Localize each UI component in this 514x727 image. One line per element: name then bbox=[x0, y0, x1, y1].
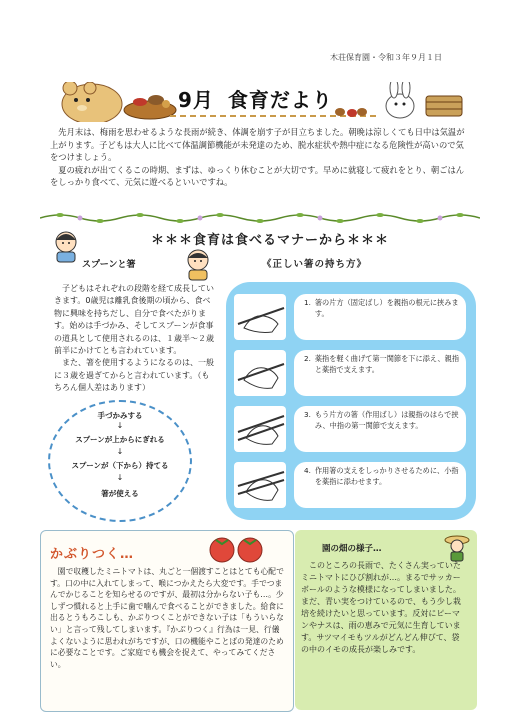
rabbit-illustration bbox=[386, 82, 414, 118]
step-number: 4. bbox=[304, 466, 311, 475]
child-eating-illustration bbox=[48, 228, 84, 264]
intro-paragraph-1: 先月末は、梅雨を思わせるような長雨が続き、体調を崩す子が目立ちました。朝晩は涼しくても日中は気温が上がります。子どもは大人に比べて体温調節機能が未発達のため、脱水症状や熱中症になる危険性が高いので気をつけましょう。 bbox=[50, 127, 465, 163]
spoon-paragraph-2: また、箸を使用するようになるのは、一般に３歳を過ぎてからと言われています。（もちろん個人差はあります） bbox=[54, 358, 214, 393]
chopsticks-panel bbox=[226, 282, 476, 520]
hand-chopstick-step2-icon bbox=[234, 350, 286, 396]
stage-arrow: ↓ bbox=[116, 421, 124, 430]
manners-heading: ＊＊＊食育は食べるマナーから＊＊＊ bbox=[150, 233, 389, 248]
chopsticks-title: 《正しい箸の持ち方》 bbox=[262, 259, 368, 270]
step-number: 2. bbox=[304, 354, 311, 363]
stage-arrow: ↓ bbox=[116, 447, 124, 456]
basket-illustration bbox=[426, 96, 462, 116]
chopsticks-step-row bbox=[234, 292, 468, 342]
hand-chopstick-step3-icon bbox=[234, 406, 286, 452]
chopsticks-step-row bbox=[234, 460, 468, 510]
gardener-illustration bbox=[442, 532, 472, 562]
spoon-text bbox=[54, 283, 216, 395]
mushroom-basket-illustration bbox=[124, 95, 176, 119]
acorn-row-illustration bbox=[335, 108, 367, 117]
tomato-illustration bbox=[204, 532, 268, 564]
newsletter-title bbox=[178, 84, 333, 113]
title-month: 9月 bbox=[178, 88, 214, 112]
bear-illustration bbox=[62, 82, 122, 122]
title-main: 食育だより bbox=[227, 88, 333, 112]
stage-arrow: ↓ bbox=[116, 473, 124, 482]
stage-step-4: 箸が使える bbox=[101, 489, 139, 498]
garden-text bbox=[301, 560, 467, 656]
garden-paragraph: このところの長雨で、たくさん実っていたミニトマトにひび割れが…。まるでサッカーボールのような模様になってしまいました。まだ、青い実をつけているので、もう少し栽培を続けたいと思っています。反対にピーマンやナスは、雨の恵みで元気に生育しています。サツマイモもツルがどんどん伸びて、袋の中のイモの成長が楽しみです。 bbox=[301, 561, 461, 654]
step-text: 作用箸の支えをしっかりさせるために、小指を薬指に添わせます。 bbox=[314, 466, 459, 486]
step-text: もう片方の箸（作用ばし）は親指のはらで挟み、中指の第一関節で支えます。 bbox=[314, 410, 459, 430]
stage-step-3: スプーンが（下から）持てる bbox=[71, 461, 169, 470]
step-number: 3. bbox=[304, 410, 311, 419]
bite-title: かぶりつく… bbox=[50, 547, 135, 562]
eating-stages-diagram bbox=[48, 400, 192, 522]
intro-paragraph-2: 夏の疲れが出てくるこの時期、まずは、ゆっくり休むことが大切です。早めに就寝して疲れをとり、朝ごはんをしっかり食べて、元気に遊べるといいですね。 bbox=[50, 164, 465, 188]
hand-chopstick-step1-icon bbox=[234, 294, 286, 340]
stage-step-2: スプーンが上からにぎれる bbox=[75, 435, 165, 444]
child-with-spoon-illustration bbox=[180, 246, 216, 282]
vine-divider bbox=[40, 210, 480, 226]
bite-paragraph: 園で収穫したミニトマトは、丸ごと一個渡すことはとても心配です。口の中に入れてしまって、喉につかえたら大変です。手でつまんでかじることを知らせるのですが、最初は分からない子も…。少しずつ慣れると上手に歯で噛んで食べることができました。給食に出るとうもろこしも、かぶりつくことができない子は「もういらない」と言って残してしまいます。『かぶりつく』行為は一見、行儀よくないように思われがちですが、口の機能やことばの発達のために必要なことです。ご家庭でも機会を捉えて、やってみてください。 bbox=[50, 567, 284, 669]
step-text: 箸の片方（固定ばし）を親指の根元に挟みます。 bbox=[314, 298, 459, 318]
chopsticks-step-row bbox=[234, 404, 468, 454]
chopsticks-step-row bbox=[234, 348, 468, 398]
hand-chopstick-step4-icon bbox=[234, 462, 286, 508]
intro-text bbox=[50, 126, 472, 189]
step-text: 薬指を軽く曲げて第一関節を下に添え、親指と薬指で支えます。 bbox=[314, 354, 460, 374]
bite-text bbox=[50, 566, 286, 670]
spoon-title: スプーンと箸 bbox=[82, 260, 136, 270]
garden-title: 園の畑の様子… bbox=[322, 544, 382, 554]
step-number: 1. bbox=[304, 298, 311, 307]
issuer-date: 木荘保育園・令和３年９月１日 bbox=[330, 53, 442, 62]
stage-step-1: 手づかみする bbox=[97, 411, 143, 420]
spoon-paragraph-1: 子どもはそれぞれの段階を経て成長していきます。0歳児は離乳食後期の頃から、食べ物に興味を持ちだし、自分で食べたがります。始めは手づかみ、そしてスプーンが食事の道具として使用されるのは、１歳半〜２歳前半にかけてとも言われています。 bbox=[54, 284, 214, 356]
